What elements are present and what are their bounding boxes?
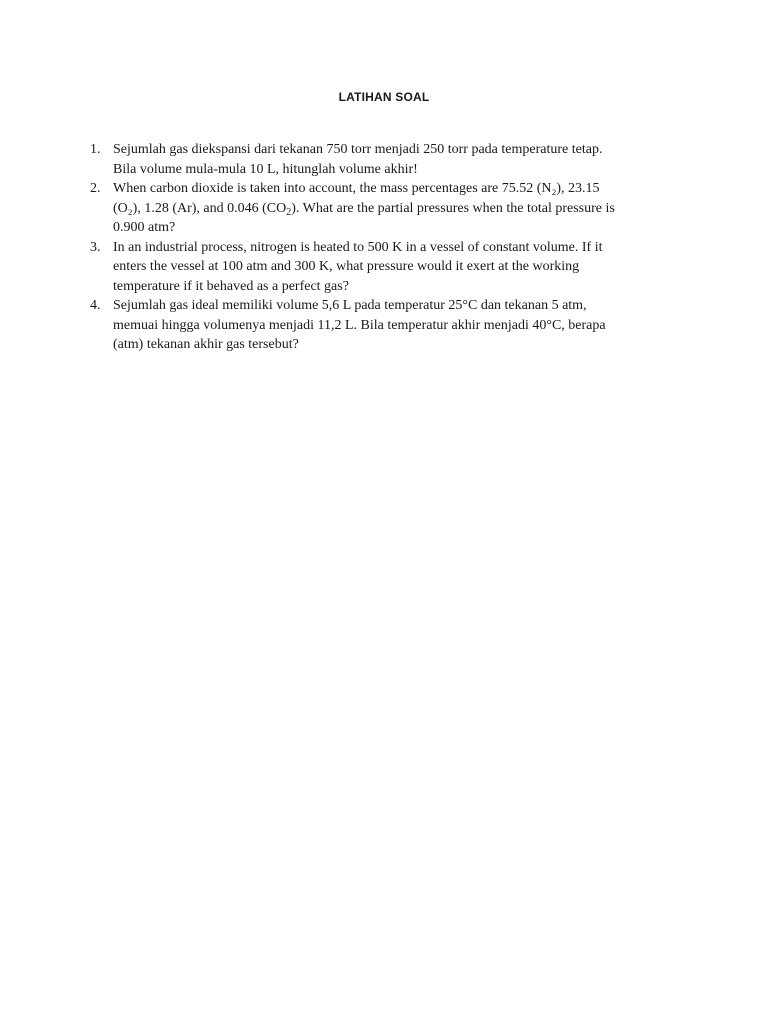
question-text-line: 0.900 atm? [113, 220, 176, 235]
question-text-segment: (O₂), 1.28 (Ar), and 0.046 (CO [113, 200, 287, 216]
question-text-line: Sejumlah gas ideal memiliki volume 5,6 L pada temperatur 25°C dan tekanan 5 atm, [113, 298, 587, 313]
question-text-line: Bila volume mula-mula 10 L, hitunglah volume akhir! [113, 161, 418, 177]
question-list [90, 140, 680, 355]
question-number: 4. [90, 298, 101, 313]
question-text-line: Sejumlah gas diekspansi dari tekanan 750 torr menjadi 250 torr pada temperature tetap. [113, 142, 603, 157]
question-text-segment: ). What are the partial pressures when the total pressure is [291, 200, 615, 216]
question-text-line: temperature if it behaved as a perfect gas? [113, 278, 349, 294]
subscript-text: 2 [286, 206, 292, 218]
question-item-3 [90, 238, 680, 297]
question-number: 3. [90, 239, 101, 255]
question-text-line [113, 199, 680, 219]
question-number: 1. [90, 142, 101, 157]
question-item-1 [90, 140, 680, 179]
question-text-line: In an industrial process, nitrogen is heated to 500 K in a vessel of constant volume. If it [113, 239, 603, 255]
question-item-2 [90, 179, 680, 238]
question-item-4 [90, 296, 680, 355]
page-title: LATIHAN SOAL [338, 90, 430, 104]
question-text-line: memuai hingga volumenya menjadi 11,2 L. Bila temperatur akhir menjadi 40°C, berapa [113, 317, 606, 333]
question-number: 2. [90, 181, 101, 196]
question-text-line: enters the vessel at 100 atm and 300 K, what pressure would it exert at the working [113, 259, 580, 274]
question-text-line: When carbon dioxide is taken into account, the mass percentages are 75.52 (N₂), 23.15 [113, 181, 600, 196]
question-text-line: (atm) tekanan akhir gas tersebut? [113, 337, 299, 352]
